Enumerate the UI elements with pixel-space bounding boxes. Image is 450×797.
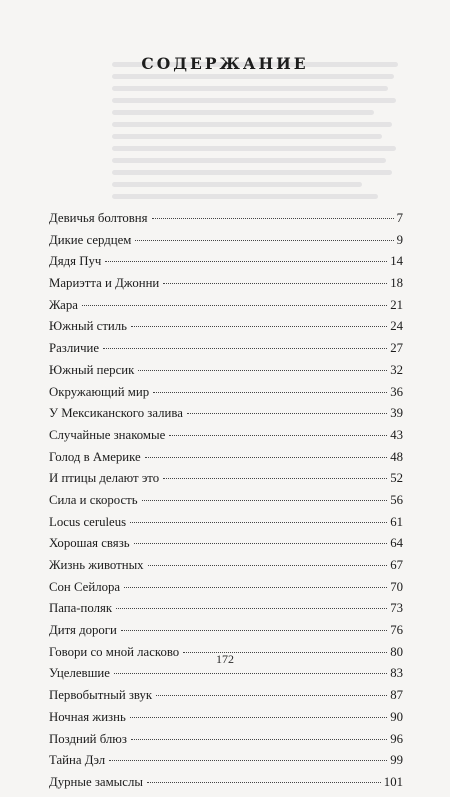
toc-entry-page: 32 — [390, 362, 403, 377]
toc-entry — [49, 406, 403, 428]
toc-entry-page: 64 — [390, 536, 403, 551]
toc-entry-page: 87 — [390, 688, 403, 703]
toc-entry-page: 43 — [390, 427, 403, 442]
toc-entry-page: 21 — [390, 297, 403, 312]
dot-leader — [131, 739, 387, 740]
toc-entry — [49, 493, 403, 515]
toc-entry-title: Тайна Дэл — [49, 753, 106, 768]
toc-entry-title: Дикие сердцем — [49, 232, 132, 247]
dot-leader — [109, 760, 387, 761]
toc-entry — [49, 580, 403, 602]
toc-entry — [49, 385, 403, 407]
toc-entry-title: Уцелевшие — [49, 666, 110, 681]
toc-entry-title: Папа-поляк — [49, 601, 113, 616]
toc-entry-page: 61 — [390, 514, 403, 529]
toc-entry — [49, 254, 403, 276]
toc-entry — [49, 732, 403, 754]
toc-entry-title: Дядя Пуч — [49, 254, 102, 269]
dot-leader — [105, 261, 387, 262]
toc-entry-page: 14 — [390, 254, 403, 269]
toc-entry — [49, 515, 403, 537]
toc-entry-title: Южный персик — [49, 362, 135, 377]
page-title: СОДЕРЖАНИЕ — [141, 54, 309, 74]
toc-entry-page: 76 — [390, 623, 403, 638]
dot-leader — [169, 435, 387, 436]
dot-leader — [124, 587, 387, 588]
toc-entry-page: 90 — [390, 709, 403, 724]
dot-leader — [153, 392, 387, 393]
toc-entry-title: Окружающий мир — [49, 384, 150, 399]
toc-entry-page: 7 — [396, 211, 403, 225]
dot-leader — [116, 608, 387, 609]
page-number: 172 — [216, 652, 234, 666]
toc-entry-title: У Мексиканского залива — [49, 406, 183, 421]
toc-entry-title: Девичья болтовня — [49, 211, 148, 225]
toc-entry — [49, 298, 403, 320]
toc-entry-page: 18 — [390, 276, 403, 291]
dot-leader — [156, 695, 387, 696]
dot-leader — [130, 717, 387, 718]
toc-entry — [49, 319, 403, 341]
toc-entry-title: Locus ceruleus — [49, 514, 127, 529]
toc-entry-title: Мариэтта и Джонни — [49, 276, 160, 291]
dot-leader — [114, 673, 387, 674]
toc-entry-page: 101 — [383, 774, 403, 789]
toc-entry — [49, 558, 403, 580]
toc-entry — [49, 428, 403, 450]
toc-entry-page: 24 — [390, 319, 403, 334]
toc-entry — [49, 233, 403, 255]
toc-entry-title: Сон Сейлора — [49, 579, 121, 594]
dot-leader — [147, 782, 381, 783]
toc-entry-page: 36 — [390, 384, 403, 399]
table-of-contents — [49, 211, 403, 797]
toc-entry-title: Говори со мной ласково — [49, 644, 180, 659]
dot-leader — [148, 565, 388, 566]
toc-entry-title: Сила и скорость — [49, 492, 138, 507]
dot-leader — [121, 630, 387, 631]
dot-leader — [103, 348, 387, 349]
dot-leader — [138, 370, 387, 371]
toc-entry-page: 83 — [390, 666, 403, 681]
toc-entry-title: Жизнь животных — [49, 558, 144, 572]
toc-entry-title: Ночная жизнь — [49, 709, 126, 724]
toc-entry-page: 48 — [390, 449, 403, 464]
toc-entry-title: Поздний блюз — [49, 731, 127, 746]
toc-entry-title: Южный стиль — [49, 319, 127, 334]
dot-leader — [152, 218, 394, 219]
show-through-text — [112, 62, 402, 212]
toc-entry-title: И птицы делают это — [49, 471, 160, 486]
toc-entry-title: Хорошая связь — [49, 536, 130, 551]
toc-entry-page: 80 — [390, 644, 403, 659]
dot-leader — [142, 500, 388, 501]
toc-entry — [49, 276, 403, 298]
toc-entry-title: Первобытный звук — [49, 688, 153, 703]
toc-entry-page: 70 — [390, 579, 403, 594]
toc-entry — [49, 211, 403, 233]
toc-entry-title: Случайные знакомые — [49, 427, 166, 442]
toc-entry — [49, 536, 403, 558]
dot-leader — [135, 240, 393, 241]
toc-entry — [49, 753, 403, 775]
toc-entry-page: 27 — [390, 341, 403, 356]
dot-leader — [131, 326, 387, 327]
dot-leader — [187, 413, 387, 414]
dot-leader — [134, 543, 388, 544]
toc-entry — [49, 471, 403, 493]
toc-entry — [49, 710, 403, 732]
toc-entry — [49, 450, 403, 472]
toc-entry-title: Дурные замыслы — [49, 774, 143, 789]
dot-leader — [145, 457, 387, 458]
toc-entry — [49, 341, 403, 363]
toc-entry-page: 52 — [390, 471, 403, 486]
dot-leader — [130, 522, 387, 523]
toc-entry — [49, 623, 403, 645]
toc-entry-page: 9 — [396, 232, 403, 247]
toc-entry-page: 96 — [390, 731, 403, 746]
toc-entry-title: Дитя дороги — [49, 623, 117, 638]
toc-entry-title: Голод в Америке — [49, 449, 141, 464]
toc-entry-page: 67 — [390, 558, 403, 572]
toc-entry-title: Жара — [49, 297, 78, 312]
toc-entry-page: 56 — [390, 492, 403, 507]
dot-leader — [163, 478, 387, 479]
dot-leader — [82, 305, 387, 306]
toc-entry-title: Различие — [49, 341, 100, 356]
toc-entry-page: 73 — [390, 601, 403, 616]
dot-leader — [163, 283, 387, 284]
toc-entry — [49, 363, 403, 385]
toc-entry — [49, 601, 403, 623]
toc-entry-page: 39 — [390, 406, 403, 421]
toc-entry — [49, 666, 403, 688]
toc-entry-page: 99 — [390, 753, 403, 768]
toc-entry — [49, 775, 403, 797]
